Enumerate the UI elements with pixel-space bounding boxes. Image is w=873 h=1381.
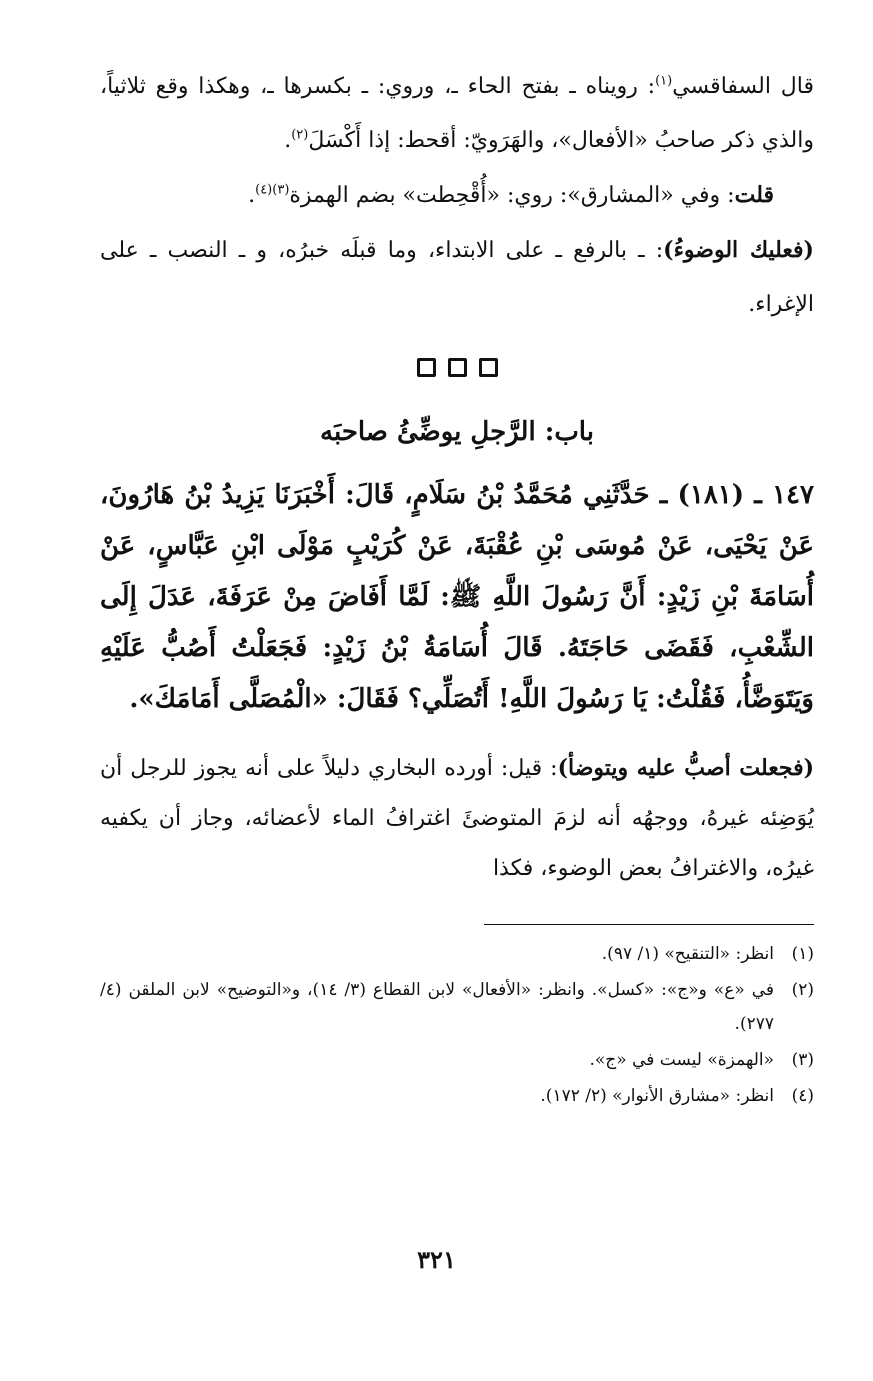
footnote-text: «الهمزة» ليست في «ج». <box>589 1050 774 1070</box>
intro-paragraph-2 <box>100 168 814 223</box>
intro-p1-text-a: قال السفاقسي <box>672 74 814 99</box>
chapter-title: : الرَّجلِ يوضِّئُ صاحبَه <box>320 417 555 447</box>
footnote-number: (٤) <box>791 1086 814 1106</box>
hadith-text: ١٤٧ ـ (١٨١) ـ حَدَّثَنِي مُحَمَّدُ بْنُ سَلَامٍ، قَالَ: أَخْبَرَنَا يَزِيدُ بْنُ هَارُونَ، عَنْ يَحْيَى، عَنْ مُوسَى بْنِ عُقْبَةَ، عَنْ كُرَيْبٍ مَوْلَى ابْنِ عَبَّاسٍ، عَنْ أُسَامَةَ بْنِ زَيْدٍ: أَنَّ رَسُولَ اللَّهِ ﷺ: لَمَّا أَفَاضَ مِنْ عَرَفَةَ، عَدَلَ إِلَى الشِّعْبِ، فَقَضَى حَاجَتَهُ. قَالَ أُسَامَةُ بْنُ زَيْدٍ: فَجَعَلْتُ أَصُبُّ عَلَيْهِ وَيَتَوَضَّأُ، فَقُلْتُ: يَا رَسُولَ اللَّهِ! أَتُصَلِّي؟ فَقَالَ: «الْمُصَلَّى أَمَامَكَ». <box>100 480 814 714</box>
separator-square-icon <box>448 358 467 377</box>
footnote-ref-2: (٢) <box>291 127 309 143</box>
page-number: ٣٢١ <box>417 1245 456 1274</box>
intro-p3-bold: (فعليك الوضوءُ) <box>663 237 814 263</box>
footnote-item <box>100 937 814 971</box>
footnote-text: انظر: «مشارق الأنوار» (٢/ ١٧٢). <box>540 1086 774 1106</box>
commentary-text: : قيل: أورده البخاري دليلاً على أنه يجوز للرجل أن يُوَضِئه غيرهُ، ووجهُه أنه لزمَ المتوضئَ اغترافُ الماء لأعضائه، وجاز أن يكفيه غيرُه، والاغترافُ بعض الوضوء، فكذا <box>100 756 814 881</box>
footnote-number: (١) <box>791 944 814 964</box>
section-separator <box>100 358 814 398</box>
footnotes <box>100 937 814 1113</box>
intro-p1-end: . <box>284 128 292 153</box>
separator-square-icon <box>417 358 436 377</box>
footnote-ref-1: (١) <box>655 73 673 89</box>
intro-p2-end: . <box>248 183 256 208</box>
intro-p2-text: : وفي «المشارق»: روي: «أُقْحِطت» بضم الهمزة <box>289 183 735 208</box>
intro-paragraph-3 <box>100 223 814 332</box>
footnote-item <box>100 1079 814 1113</box>
footnote-item <box>100 1043 814 1077</box>
footnote-text: في «ع» و«ج»: «كسل». وانظر: «الأفعال» لابن القطاع (٣/ ١٤)، و«التوضيح» لابن الملقن (٤/ ٢٧٧). <box>100 980 775 1034</box>
intro-p1-text-b: : رويناه ـ بفتح الحاء ـ، وروي: ـ بكسرها ـ، وهكذا وقع ثلاثياً، والذي ذكر صاحبُ «الأفعال»، والهَرَويّ: أقحط: إذا أَكْسَلَ <box>100 74 814 153</box>
footnote-item <box>100 973 814 1041</box>
chapter-prefix: باب <box>554 417 594 447</box>
intro-paragraph-1 <box>100 60 814 168</box>
intro-p3-text: : ـ بالرفع ـ على الابتداء، وما قبلَه خبرُه، و ـ النصب ـ على الإغراء. <box>100 238 814 317</box>
chapter-heading <box>100 408 814 456</box>
footnote-text: انظر: «التنقيح» (١/ ٩٧). <box>601 944 774 964</box>
commentary-paragraph <box>100 743 814 894</box>
book-page <box>100 60 814 1350</box>
intro-p2-bold: قلت <box>734 182 774 208</box>
footnote-number: (٢) <box>791 980 814 1000</box>
footnote-ref-3-4: (٣)(٤) <box>255 182 290 198</box>
intro-section <box>100 60 814 332</box>
footnote-number: (٣) <box>791 1050 814 1070</box>
commentary-bold: (فجعلت أصبُّ عليه ويتوضأ) <box>557 755 814 781</box>
footnote-divider <box>484 924 814 925</box>
separator-square-icon <box>479 358 498 377</box>
